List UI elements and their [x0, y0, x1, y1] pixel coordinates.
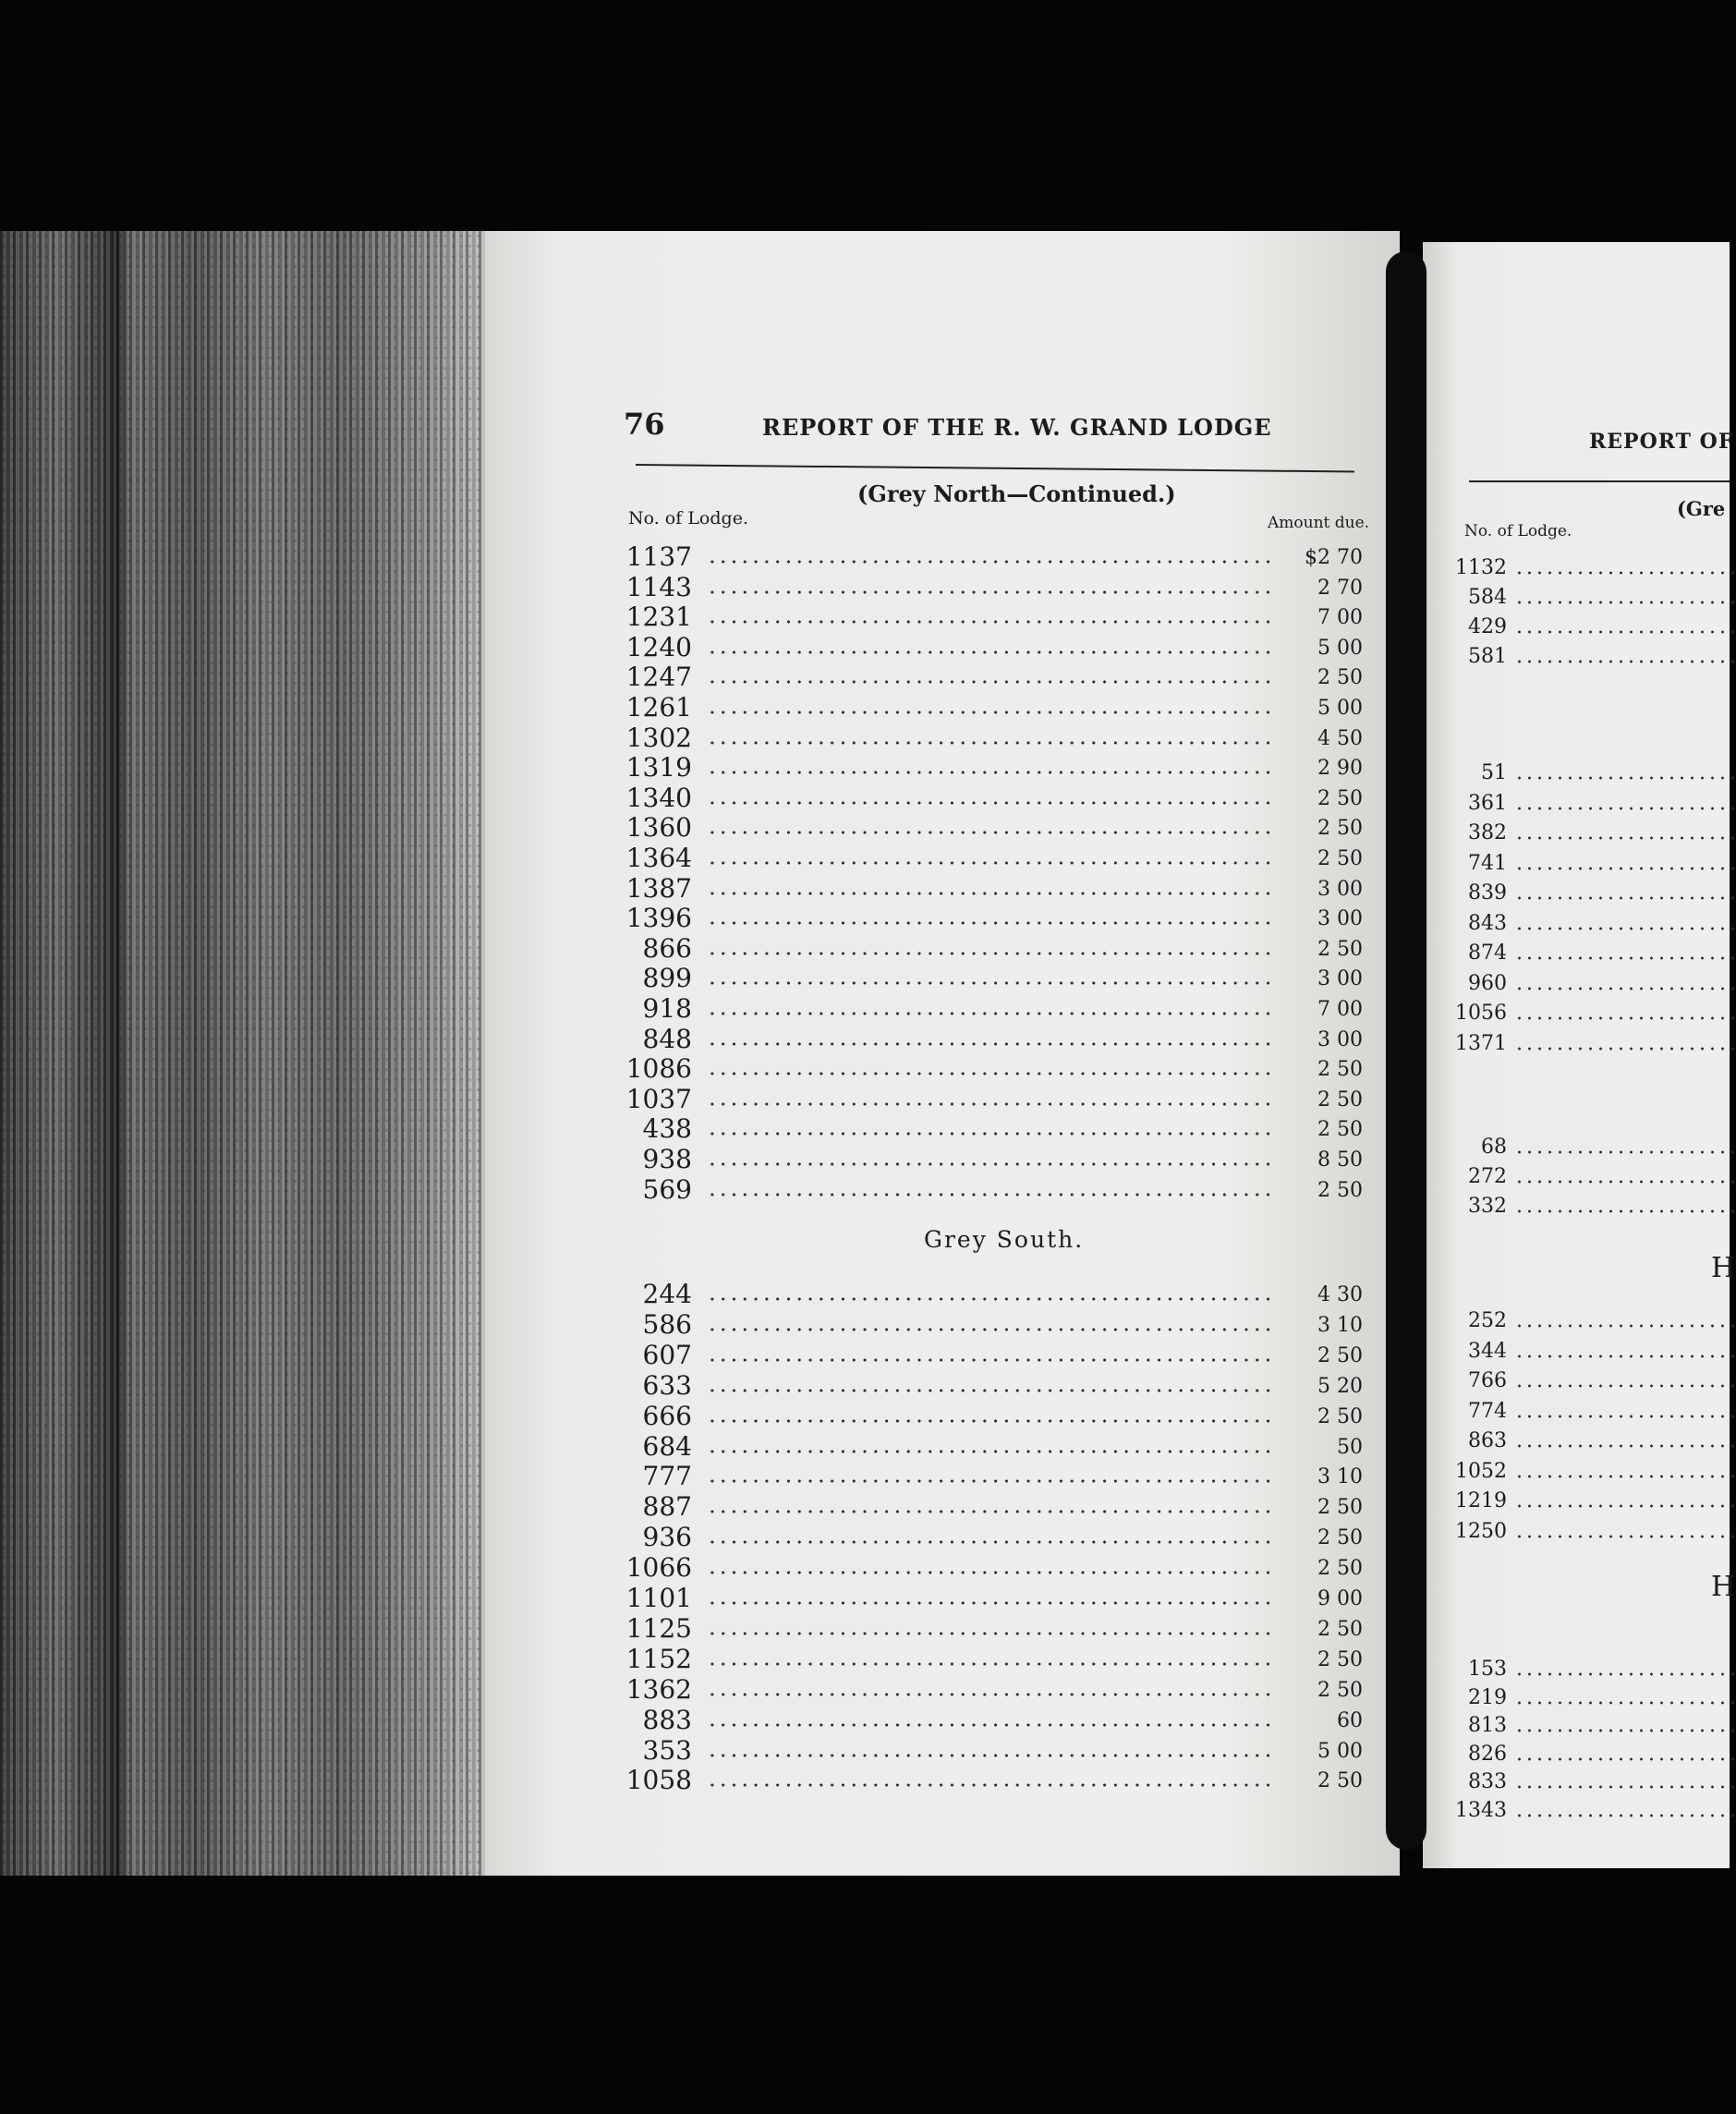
amount-due: 3 00: [1317, 907, 1363, 931]
dot-leader: [707, 1193, 1270, 1197]
dot-leader: [1514, 956, 1736, 960]
amount-due: 3 00: [1317, 967, 1363, 991]
lodge-number: 153: [1468, 1658, 1507, 1681]
dot-leader: [1514, 1757, 1736, 1761]
dot-leader: [1514, 660, 1736, 663]
lodge-number: 353: [642, 1734, 692, 1766]
table-row: [624, 1400, 1363, 1434]
dot-leader: [707, 680, 1270, 684]
table-row: [1455, 1429, 1730, 1457]
amount-due: 2 50: [1317, 1647, 1363, 1671]
amount-due: 9 00: [1317, 1587, 1363, 1610]
amount-due: 2 50: [1317, 1769, 1363, 1793]
section-heading-grey-north: (Grey North—Continued.): [857, 480, 1176, 507]
amount-due: 5 00: [1317, 636, 1363, 660]
dot-leader: [1514, 927, 1736, 930]
amount-due: 3 00: [1317, 1027, 1363, 1051]
table-row: [624, 963, 1363, 996]
dot-leader: [707, 801, 1270, 805]
lodge-number: 1340: [625, 782, 692, 813]
right-running-head: REPORT OF: [1589, 430, 1734, 454]
table-row: [1455, 1136, 1730, 1163]
lodge-number: 586: [642, 1308, 692, 1340]
table-row: [624, 1491, 1363, 1525]
lodge-number: 1387: [625, 872, 692, 904]
amount-due: 2 50: [1317, 1118, 1363, 1142]
dot-leader: [707, 1662, 1270, 1666]
dot-leader: [1514, 896, 1736, 900]
dot-leader: [707, 981, 1270, 985]
table-row: [1455, 1165, 1730, 1193]
table-row: [1455, 1339, 1730, 1367]
lodge-number: 874: [1468, 942, 1507, 965]
dot-leader: [1514, 1355, 1736, 1358]
lodge-number: 1219: [1455, 1489, 1507, 1513]
lodge-number: 774: [1468, 1399, 1507, 1423]
dot-leader: [1514, 1415, 1736, 1418]
book-gutter: [1386, 251, 1426, 1850]
lodge-number: 938: [642, 1144, 692, 1174]
lodge-number: 1250: [1455, 1519, 1507, 1543]
dot-leader: [707, 1419, 1270, 1423]
amount-due: 2 50: [1317, 937, 1363, 961]
lodge-number: 883: [642, 1704, 692, 1735]
dot-leader: [707, 1783, 1270, 1787]
right-section-letter: H: [1711, 1252, 1736, 1284]
amount-due: 7 00: [1317, 606, 1363, 630]
amount-due: 2 70: [1317, 576, 1363, 600]
lodge-number: 332: [1468, 1195, 1507, 1218]
table-row: [624, 782, 1363, 816]
lodge-number: 607: [642, 1339, 692, 1370]
amount-due: 2 50: [1317, 1557, 1363, 1581]
table-row: [624, 993, 1363, 1027]
table-row: [1455, 1685, 1730, 1714]
lodge-number: 1132: [1455, 556, 1507, 579]
dot-leader: [1514, 987, 1736, 990]
table-row: [624, 872, 1363, 906]
dot-leader: [1514, 601, 1736, 604]
dot-leader: [1514, 1444, 1736, 1448]
dot-leader: [707, 741, 1270, 745]
lodge-number: 1396: [625, 903, 692, 934]
table-row: [1455, 645, 1730, 673]
dot-leader: [1514, 630, 1736, 634]
table-row: [624, 812, 1363, 845]
amount-due: 2 50: [1317, 1058, 1363, 1082]
table-row: [624, 1113, 1363, 1147]
table-row: [1455, 556, 1730, 584]
lodge-number: 1125: [625, 1612, 692, 1644]
lodge-number: 1037: [625, 1083, 692, 1114]
lodge-number: 1052: [1455, 1459, 1507, 1483]
dot-leader: [707, 1450, 1270, 1453]
lodge-number: 584: [1468, 586, 1507, 609]
lodge-number: 1152: [625, 1643, 692, 1674]
table-row: [1455, 761, 1730, 789]
table-row: [624, 1173, 1363, 1208]
table-row: [624, 692, 1363, 725]
table-row: [624, 1053, 1363, 1087]
lodge-number: 382: [1468, 821, 1507, 844]
lodge-number: 766: [1468, 1369, 1507, 1392]
dot-leader: [707, 1132, 1270, 1136]
lodge-number: 666: [642, 1400, 692, 1431]
lodge-number: 219: [1468, 1685, 1507, 1709]
right-column-header-lodge: No. of Lodge.: [1464, 522, 1572, 541]
lodge-number: 244: [642, 1279, 692, 1309]
lodge-number: 1240: [625, 631, 692, 662]
lodge-number: 741: [1468, 851, 1507, 875]
amount-due: 2 50: [1317, 1087, 1363, 1112]
dot-leader: [707, 620, 1270, 624]
dot-leader: [707, 560, 1270, 564]
amount-due: 2 50: [1317, 1178, 1363, 1202]
table-row: [624, 1612, 1363, 1646]
amount-due: 2 50: [1317, 817, 1363, 841]
dot-leader: [707, 1510, 1270, 1513]
dot-leader: [707, 1632, 1270, 1635]
dot-leader: [707, 1540, 1270, 1544]
table-row: [624, 662, 1363, 695]
table-row: [1455, 791, 1730, 820]
amount-due: 3 10: [1317, 1313, 1363, 1337]
amount-due: 2 50: [1317, 1404, 1363, 1428]
lodge-number: 887: [642, 1491, 692, 1523]
dot-leader: [707, 650, 1270, 654]
dot-leader: [1514, 1150, 1736, 1154]
lodge-number: 344: [1468, 1339, 1507, 1363]
dot-leader: [1514, 1785, 1736, 1789]
table-row: [1455, 821, 1730, 849]
amount-due: 7 00: [1317, 998, 1363, 1021]
table-row: [624, 601, 1363, 635]
dot-leader: [1514, 1672, 1736, 1676]
lodge-number: 899: [642, 963, 692, 994]
table-row: [1455, 881, 1730, 909]
table-row: [1455, 1002, 1730, 1029]
dot-leader: [707, 1162, 1270, 1166]
lodge-number: 1137: [625, 541, 692, 572]
lodge-number: 863: [1468, 1429, 1507, 1452]
dot-leader: [1514, 807, 1736, 810]
lodge-number: 936: [642, 1522, 692, 1553]
dot-leader: [1514, 1180, 1736, 1184]
lodge-number: 581: [1468, 645, 1507, 668]
table-row: [1455, 1309, 1730, 1337]
table-row: [624, 541, 1363, 575]
running-head: REPORT OF THE R. W. GRAND LODGE: [762, 414, 1272, 441]
dot-leader: [707, 1072, 1270, 1075]
lodge-number: 51: [1481, 761, 1507, 784]
amount-due: 8 50: [1317, 1148, 1363, 1172]
dot-leader: [707, 1328, 1270, 1331]
amount-due: 3 00: [1317, 877, 1363, 901]
amount-due: 4 30: [1317, 1283, 1363, 1306]
dot-leader: [707, 952, 1270, 955]
table-row: [1455, 911, 1730, 940]
dot-leader: [707, 771, 1270, 774]
lodge-number: 1056: [1455, 1002, 1507, 1025]
page-number: 76: [624, 407, 665, 442]
table-row: [624, 1339, 1363, 1373]
table-row: [1455, 1489, 1730, 1517]
amount-due: 4 50: [1317, 726, 1363, 750]
dot-leader: [707, 1479, 1270, 1483]
lodge-number: 1362: [625, 1673, 692, 1705]
amount-due: 2 50: [1317, 666, 1363, 690]
dot-leader: [707, 1754, 1270, 1757]
amount-due: 2 50: [1317, 1678, 1363, 1702]
dot-leader: [707, 892, 1270, 895]
lodge-number: 633: [642, 1369, 692, 1401]
dot-leader: [1514, 776, 1736, 780]
table-row: [1455, 615, 1730, 643]
amount-due: 5 20: [1317, 1374, 1363, 1398]
dot-leader: [707, 1389, 1270, 1392]
lodge-number: 429: [1468, 615, 1507, 638]
lodge-number: 1143: [625, 571, 692, 602]
lodge-number: 918: [642, 993, 692, 1024]
dot-leader: [707, 1723, 1270, 1727]
dot-leader: [1514, 1209, 1736, 1213]
amount-due: 2 50: [1317, 1617, 1363, 1641]
lodge-number: 272: [1468, 1165, 1507, 1188]
lodge-number: 833: [1468, 1770, 1507, 1793]
table-row: [1455, 1714, 1730, 1742]
table-row: [624, 1461, 1363, 1494]
amount-due: 50: [1337, 1435, 1363, 1459]
table-row: [1455, 942, 1730, 969]
lodge-number: 843: [1468, 911, 1507, 935]
dot-leader: [707, 1297, 1270, 1301]
lodge-number: 866: [642, 932, 692, 964]
table-row: [1455, 1770, 1730, 1798]
column-header-amount: Amount due.: [1268, 514, 1370, 532]
dot-leader: [1514, 867, 1736, 870]
lodge-number: 1247: [625, 662, 692, 693]
lodge-number: 1302: [625, 722, 692, 753]
lodge-number: 777: [642, 1461, 692, 1492]
table-row: [1455, 1742, 1730, 1770]
lodge-number: 813: [1468, 1714, 1507, 1737]
dot-leader: [1514, 571, 1736, 575]
dot-leader: [707, 861, 1270, 865]
table-row: [624, 571, 1363, 605]
lodge-number: 68: [1481, 1136, 1507, 1159]
lodge-number: 1066: [625, 1552, 692, 1584]
table-row: [624, 1430, 1363, 1464]
dot-leader: [707, 711, 1270, 714]
dot-leader: [1514, 1729, 1736, 1732]
amount-due: 2 50: [1317, 1496, 1363, 1520]
lodge-number: 1261: [625, 692, 692, 723]
dot-leader: [1514, 1475, 1736, 1478]
table-row: [1455, 1519, 1730, 1548]
table-row: [624, 932, 1363, 966]
amount-due: 5 00: [1317, 697, 1363, 720]
amount-due: 2 50: [1317, 847, 1363, 870]
lodge-number: 1364: [625, 843, 692, 873]
table-row: [1455, 1459, 1730, 1488]
table-row: [624, 1552, 1363, 1586]
dot-leader: [707, 1693, 1270, 1696]
right-section-letter: H: [1711, 1571, 1736, 1603]
table-row: [1455, 586, 1730, 614]
lodge-number: 839: [1468, 881, 1507, 905]
table-row: [1455, 1399, 1730, 1428]
dot-leader: [1514, 1504, 1736, 1508]
amount-due: 3 10: [1317, 1465, 1363, 1489]
table-row: [624, 1734, 1363, 1768]
dot-leader: [1514, 1814, 1736, 1817]
dot-leader: [1514, 836, 1736, 840]
table-row: [1455, 1031, 1730, 1060]
table-row: [624, 1308, 1363, 1343]
table-row: [624, 722, 1363, 756]
amount-due: 2 90: [1317, 757, 1363, 781]
table-row: [1455, 1195, 1730, 1222]
lodge-number: 438: [642, 1113, 692, 1145]
lodge-number: 848: [642, 1023, 692, 1054]
amount-due: 5 00: [1317, 1739, 1363, 1763]
lodge-number: 960: [1468, 971, 1507, 995]
table-row: [1455, 1798, 1730, 1827]
lodge-number: 252: [1468, 1309, 1507, 1332]
table-row: [624, 843, 1363, 876]
table-row: [1455, 1658, 1730, 1685]
dot-leader: [1514, 1384, 1736, 1388]
lodge-number: 826: [1468, 1742, 1507, 1766]
table-row: [624, 1765, 1363, 1798]
book-page-edges: [0, 231, 485, 1876]
table-row: [624, 1643, 1363, 1677]
table-row: [624, 1083, 1363, 1117]
lodge-number: 1101: [625, 1583, 692, 1613]
table-row: [624, 1279, 1363, 1312]
column-header-lodge: No. of Lodge.: [628, 508, 748, 528]
dot-leader: [707, 1012, 1270, 1015]
amount-due: 2 50: [1317, 786, 1363, 810]
dot-leader: [1514, 1324, 1736, 1328]
lodge-number: 684: [642, 1430, 692, 1462]
dot-leader: [707, 1358, 1270, 1362]
dot-leader: [1514, 1016, 1736, 1020]
table-row: [624, 631, 1363, 665]
table-row: [1455, 851, 1730, 880]
table-row: [1455, 971, 1730, 1000]
lodge-number: 1231: [625, 601, 692, 633]
dot-leader: [707, 590, 1270, 594]
table-row: [624, 903, 1363, 936]
table-row: [624, 1144, 1363, 1177]
lodge-number: 1343: [1455, 1798, 1507, 1822]
lodge-number: 1086: [625, 1053, 692, 1085]
lodge-number: 1058: [625, 1765, 692, 1796]
dot-leader: [707, 831, 1270, 834]
table-row: [624, 1369, 1363, 1403]
lodge-number: 1360: [625, 812, 692, 844]
dot-leader: [707, 1102, 1270, 1106]
dot-leader: [707, 1571, 1270, 1574]
right-section-heading: (Gre: [1677, 497, 1726, 520]
section-heading-grey-south: Grey South.: [924, 1226, 1085, 1253]
lodge-number: 1319: [625, 752, 692, 784]
table-row: [624, 1023, 1363, 1057]
dot-leader: [1514, 1535, 1736, 1538]
amount-due: 2 50: [1317, 1526, 1363, 1550]
lodge-number: 1371: [1455, 1031, 1507, 1055]
amount-due: $2 70: [1305, 546, 1363, 569]
dot-leader: [1514, 1701, 1736, 1705]
amount-due: 60: [1337, 1708, 1363, 1732]
table-row: [1455, 1369, 1730, 1397]
table-row: [624, 1673, 1363, 1707]
dot-leader: [707, 1601, 1270, 1605]
lodge-number: 361: [1468, 791, 1507, 815]
dot-leader: [707, 921, 1270, 925]
table-row: [624, 1522, 1363, 1555]
dot-leader: [1514, 1047, 1736, 1051]
lodge-number: 569: [642, 1173, 692, 1205]
right-header-rule: [1469, 480, 1730, 482]
table-row: [624, 752, 1363, 785]
dot-leader: [707, 1042, 1270, 1046]
amount-due: 2 50: [1317, 1343, 1363, 1367]
table-row: [624, 1704, 1363, 1738]
table-row: [624, 1583, 1363, 1616]
